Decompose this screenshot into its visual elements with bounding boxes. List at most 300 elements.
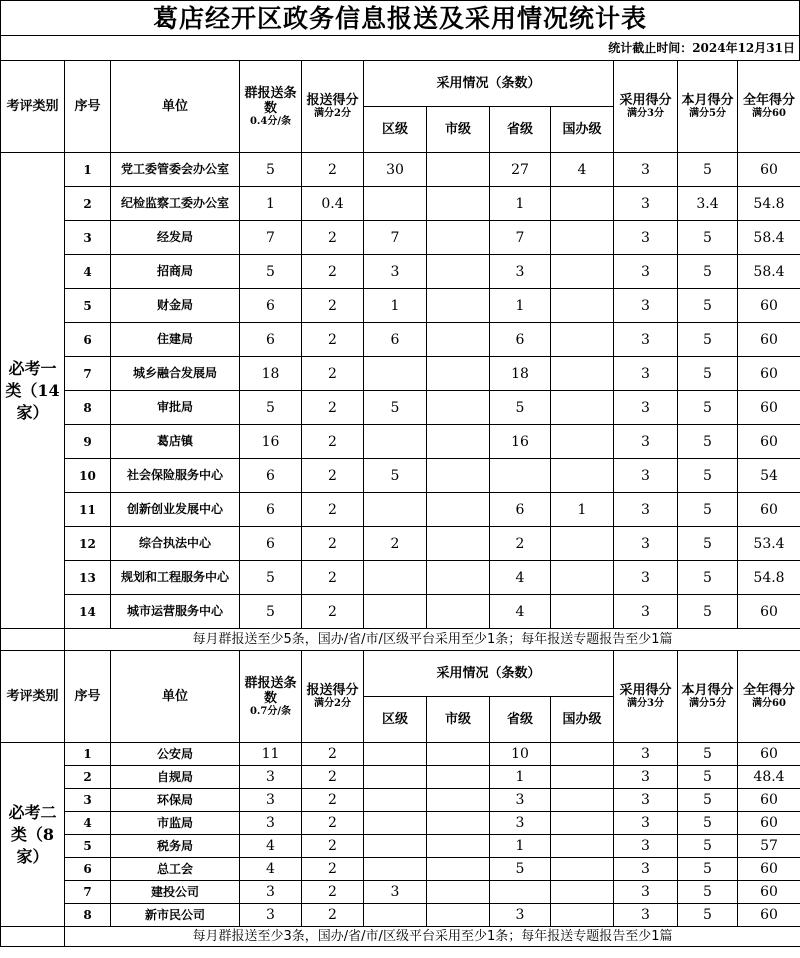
adopt-score: 3 xyxy=(614,153,678,187)
unit-name: 纪检监察工委办公室 xyxy=(111,187,240,221)
state-count xyxy=(551,766,614,789)
table-row xyxy=(1,493,800,527)
year-score: 57 xyxy=(738,835,800,858)
header-year-score xyxy=(738,61,800,153)
district-count xyxy=(364,858,427,881)
adopt-score: 3 xyxy=(614,289,678,323)
row-no: 13 xyxy=(65,561,111,595)
adopt-score: 3 xyxy=(614,789,678,812)
district-count xyxy=(364,561,427,595)
state-count xyxy=(551,357,614,391)
state-count xyxy=(551,459,614,493)
header-month-sub: 满分5分 xyxy=(689,108,726,119)
group-count: 4 xyxy=(240,835,302,858)
table-row xyxy=(1,812,800,835)
note-row xyxy=(1,629,800,651)
table-row xyxy=(1,255,800,289)
province-count: 5 xyxy=(490,391,551,425)
state-count xyxy=(551,289,614,323)
header-group-count xyxy=(240,651,302,743)
row-no: 4 xyxy=(65,255,111,289)
district-count xyxy=(364,357,427,391)
table-row xyxy=(1,835,800,858)
unit-name: 招商局 xyxy=(111,255,240,289)
row-no: 6 xyxy=(65,858,111,881)
month-score: 5 xyxy=(678,527,738,561)
province-count: 6 xyxy=(490,493,551,527)
city-count xyxy=(427,153,490,187)
row-no: 12 xyxy=(65,527,111,561)
table-row xyxy=(1,323,800,357)
state-count: 1 xyxy=(551,493,614,527)
table-row xyxy=(1,789,800,812)
table-row xyxy=(1,561,800,595)
district-count: 6 xyxy=(364,323,427,357)
state-count xyxy=(551,187,614,221)
group-count: 5 xyxy=(240,255,302,289)
header-category: 考评类别 xyxy=(1,61,65,153)
group-count: 3 xyxy=(240,881,302,904)
district-count: 3 xyxy=(364,881,427,904)
header-city: 市级 xyxy=(427,107,490,153)
district-count xyxy=(364,835,427,858)
header-adoptscore-main: 采用得分 xyxy=(619,93,672,108)
year-score: 60 xyxy=(738,153,800,187)
city-count xyxy=(427,527,490,561)
row-no: 7 xyxy=(65,881,111,904)
state-count xyxy=(551,858,614,881)
city-count xyxy=(427,812,490,835)
header-report-score xyxy=(302,61,364,153)
state-count xyxy=(551,743,614,766)
header-state: 国办级 xyxy=(551,107,614,153)
table-row xyxy=(1,595,800,629)
adopt-score: 3 xyxy=(614,459,678,493)
report-score: 2 xyxy=(302,595,364,629)
row-no: 11 xyxy=(65,493,111,527)
province-count: 10 xyxy=(490,743,551,766)
row-no: 9 xyxy=(65,425,111,459)
group-count: 6 xyxy=(240,459,302,493)
province-count xyxy=(490,459,551,493)
city-count xyxy=(427,766,490,789)
report-score: 2 xyxy=(302,153,364,187)
city-count xyxy=(427,904,490,927)
state-count xyxy=(551,835,614,858)
unit-name: 党工委管委会办公室 xyxy=(111,153,240,187)
province-count: 4 xyxy=(490,561,551,595)
group-count: 1 xyxy=(240,187,302,221)
header-adoptscore-main: 采用得分 xyxy=(619,683,672,698)
province-count: 1 xyxy=(490,766,551,789)
report-score: 2 xyxy=(302,357,364,391)
month-score: 5 xyxy=(678,391,738,425)
header-state: 国办级 xyxy=(551,697,614,743)
table-row xyxy=(1,743,800,766)
year-score: 54.8 xyxy=(738,561,800,595)
unit-name: 葛店镇 xyxy=(111,425,240,459)
unit-name: 建投公司 xyxy=(111,881,240,904)
report-score: 2 xyxy=(302,789,364,812)
note-row xyxy=(1,927,800,947)
header-group-count xyxy=(240,61,302,153)
table-row xyxy=(1,289,800,323)
state-count xyxy=(551,881,614,904)
state-count xyxy=(551,425,614,459)
section1-note: 每月群报送至少5条，国办/省/市/区级平台采用至少1条；每年报送专题报告至少1篇 xyxy=(65,629,800,651)
city-count xyxy=(427,493,490,527)
header-report-main: 报送得分 xyxy=(306,93,359,108)
header-no: 序号 xyxy=(65,61,111,153)
report-score: 2 xyxy=(302,561,364,595)
table-row xyxy=(1,766,800,789)
district-count xyxy=(364,789,427,812)
state-count xyxy=(551,391,614,425)
report-score: 2 xyxy=(302,459,364,493)
city-count xyxy=(427,187,490,221)
state-count xyxy=(551,595,614,629)
month-score: 5 xyxy=(678,459,738,493)
adopt-score: 3 xyxy=(614,187,678,221)
unit-name: 税务局 xyxy=(111,835,240,858)
month-score: 5 xyxy=(678,835,738,858)
year-score: 60 xyxy=(738,904,800,927)
table-row xyxy=(1,153,800,187)
adopt-score: 3 xyxy=(614,812,678,835)
city-count xyxy=(427,835,490,858)
group-count: 3 xyxy=(240,904,302,927)
row-no: 3 xyxy=(65,221,111,255)
header-province: 省级 xyxy=(490,107,551,153)
year-score: 60 xyxy=(738,812,800,835)
year-score: 60 xyxy=(738,595,800,629)
city-count xyxy=(427,459,490,493)
report-score: 2 xyxy=(302,766,364,789)
group-count: 11 xyxy=(240,743,302,766)
province-count: 4 xyxy=(490,595,551,629)
state-count xyxy=(551,561,614,595)
table-row xyxy=(1,881,800,904)
province-count: 3 xyxy=(490,812,551,835)
section2-header-row xyxy=(1,651,800,697)
header-month-main: 本月得分 xyxy=(681,683,734,698)
unit-name: 综合执法中心 xyxy=(111,527,240,561)
district-count xyxy=(364,812,427,835)
table-row xyxy=(1,527,800,561)
state-count xyxy=(551,255,614,289)
header-month-main: 本月得分 xyxy=(681,93,734,108)
province-count: 3 xyxy=(490,789,551,812)
table-row xyxy=(1,904,800,927)
header-adopt: 采用情况（条数） xyxy=(364,651,614,697)
state-count: 4 xyxy=(551,153,614,187)
group-count: 5 xyxy=(240,391,302,425)
city-count xyxy=(427,595,490,629)
adopt-score: 3 xyxy=(614,357,678,391)
district-count xyxy=(364,766,427,789)
year-score: 53.4 xyxy=(738,527,800,561)
adopt-score: 3 xyxy=(614,323,678,357)
adopt-score: 3 xyxy=(614,766,678,789)
district-count xyxy=(364,493,427,527)
report-score: 2 xyxy=(302,289,364,323)
district-count: 5 xyxy=(364,391,427,425)
province-count xyxy=(490,881,551,904)
unit-name: 城市运营服务中心 xyxy=(111,595,240,629)
header-adoptscore-sub: 满分3分 xyxy=(627,698,664,709)
adopt-score: 3 xyxy=(614,561,678,595)
group-count: 16 xyxy=(240,425,302,459)
city-count xyxy=(427,357,490,391)
header-report-sub: 满分2分 xyxy=(314,108,351,119)
unit-name: 总工会 xyxy=(111,858,240,881)
header-city: 市级 xyxy=(427,697,490,743)
report-score: 2 xyxy=(302,835,364,858)
province-count: 27 xyxy=(490,153,551,187)
year-score: 60 xyxy=(738,289,800,323)
state-count xyxy=(551,221,614,255)
group-count: 3 xyxy=(240,766,302,789)
city-count xyxy=(427,255,490,289)
city-count xyxy=(427,789,490,812)
row-no: 14 xyxy=(65,595,111,629)
header-category: 考评类别 xyxy=(1,651,65,743)
state-count xyxy=(551,527,614,561)
group-count: 6 xyxy=(240,527,302,561)
report-score: 2 xyxy=(302,858,364,881)
header-year-sub: 满分60 xyxy=(752,698,786,709)
adopt-score: 3 xyxy=(614,493,678,527)
report-score: 2 xyxy=(302,493,364,527)
month-score: 5 xyxy=(678,561,738,595)
district-count xyxy=(364,904,427,927)
year-score: 58.4 xyxy=(738,255,800,289)
city-count xyxy=(427,561,490,595)
header-no: 序号 xyxy=(65,651,111,743)
report-score: 2 xyxy=(302,391,364,425)
unit-name: 自规局 xyxy=(111,766,240,789)
year-score: 60 xyxy=(738,789,800,812)
year-score: 60 xyxy=(738,493,800,527)
month-score: 5 xyxy=(678,789,738,812)
province-count: 3 xyxy=(490,904,551,927)
note-spacer xyxy=(1,629,65,651)
unit-name: 城乡融合发展局 xyxy=(111,357,240,391)
year-score: 60 xyxy=(738,425,800,459)
district-count xyxy=(364,595,427,629)
report-score: 2 xyxy=(302,743,364,766)
header-month-score xyxy=(678,61,738,153)
row-no: 3 xyxy=(65,789,111,812)
adopt-score: 3 xyxy=(614,527,678,561)
group-count: 5 xyxy=(240,153,302,187)
year-score: 60 xyxy=(738,391,800,425)
district-count: 30 xyxy=(364,153,427,187)
city-count xyxy=(427,743,490,766)
table-row xyxy=(1,459,800,493)
province-count: 6 xyxy=(490,323,551,357)
row-no: 7 xyxy=(65,357,111,391)
province-count: 1 xyxy=(490,187,551,221)
month-score: 3.4 xyxy=(678,187,738,221)
province-count: 2 xyxy=(490,527,551,561)
month-score: 5 xyxy=(678,904,738,927)
header-adopt: 采用情况（条数） xyxy=(364,61,614,107)
adopt-score: 3 xyxy=(614,595,678,629)
province-count: 1 xyxy=(490,289,551,323)
table-row xyxy=(1,425,800,459)
row-no: 2 xyxy=(65,766,111,789)
group-count: 18 xyxy=(240,357,302,391)
header-adopt-score xyxy=(614,651,678,743)
unit-name: 创新创业发展中心 xyxy=(111,493,240,527)
table-row xyxy=(1,187,800,221)
unit-name: 公安局 xyxy=(111,743,240,766)
month-score: 5 xyxy=(678,812,738,835)
year-score: 60 xyxy=(738,881,800,904)
unit-name: 财金局 xyxy=(111,289,240,323)
report-score: 2 xyxy=(302,323,364,357)
header-year-sub: 满分60 xyxy=(752,108,786,119)
header-district: 区级 xyxy=(364,697,427,743)
district-count: 7 xyxy=(364,221,427,255)
province-count: 16 xyxy=(490,425,551,459)
header-year-main: 全年得分 xyxy=(743,93,796,108)
table-row xyxy=(1,221,800,255)
province-count: 1 xyxy=(490,835,551,858)
state-count xyxy=(551,812,614,835)
header-month-score xyxy=(678,651,738,743)
report-score: 2 xyxy=(302,527,364,561)
province-count: 18 xyxy=(490,357,551,391)
row-no: 8 xyxy=(65,904,111,927)
row-no: 8 xyxy=(65,391,111,425)
row-no: 4 xyxy=(65,812,111,835)
group-count: 3 xyxy=(240,789,302,812)
stats-table xyxy=(0,60,800,947)
header-year-score xyxy=(738,651,800,743)
province-count: 7 xyxy=(490,221,551,255)
report-score: 2 xyxy=(302,904,364,927)
adopt-score: 3 xyxy=(614,904,678,927)
header-report-main: 报送得分 xyxy=(306,683,359,698)
unit-name: 新市民公司 xyxy=(111,904,240,927)
section2-note: 每月群报送至少3条，国办/省/市/区级平台采用至少1条；每年报送专题报告至少1篇 xyxy=(65,927,800,947)
row-no: 5 xyxy=(65,835,111,858)
district-count: 2 xyxy=(364,527,427,561)
city-count xyxy=(427,289,490,323)
table-row xyxy=(1,391,800,425)
month-score: 5 xyxy=(678,881,738,904)
province-count: 5 xyxy=(490,858,551,881)
row-no: 1 xyxy=(65,153,111,187)
header-group-main: 群报送条数 xyxy=(244,85,297,116)
report-score: 2 xyxy=(302,221,364,255)
header-group-sub: 0.7分/条 xyxy=(249,705,292,717)
unit-name: 规划和工程服务中心 xyxy=(111,561,240,595)
report-score: 2 xyxy=(302,255,364,289)
month-score: 5 xyxy=(678,493,738,527)
header-adopt-score xyxy=(614,61,678,153)
state-count xyxy=(551,789,614,812)
header-district: 区级 xyxy=(364,107,427,153)
province-count: 3 xyxy=(490,255,551,289)
table-row xyxy=(1,357,800,391)
month-score: 5 xyxy=(678,858,738,881)
header-month-sub: 满分5分 xyxy=(689,698,726,709)
adopt-score: 3 xyxy=(614,255,678,289)
month-score: 5 xyxy=(678,323,738,357)
adopt-score: 3 xyxy=(614,835,678,858)
district-count xyxy=(364,743,427,766)
month-score: 5 xyxy=(678,153,738,187)
group-count: 6 xyxy=(240,493,302,527)
unit-name: 审批局 xyxy=(111,391,240,425)
month-score: 5 xyxy=(678,425,738,459)
district-count: 5 xyxy=(364,459,427,493)
unit-name: 经发局 xyxy=(111,221,240,255)
district-count xyxy=(364,425,427,459)
group-count: 5 xyxy=(240,595,302,629)
header-adoptscore-sub: 满分3分 xyxy=(627,108,664,119)
row-no: 5 xyxy=(65,289,111,323)
year-score: 60 xyxy=(738,323,800,357)
header-unit: 单位 xyxy=(111,61,240,153)
month-score: 5 xyxy=(678,595,738,629)
unit-name: 社会保险服务中心 xyxy=(111,459,240,493)
header-report-score xyxy=(302,651,364,743)
report-score: 2 xyxy=(302,881,364,904)
adopt-score: 3 xyxy=(614,221,678,255)
month-score: 5 xyxy=(678,289,738,323)
group-count: 6 xyxy=(240,323,302,357)
city-count xyxy=(427,425,490,459)
section1-header-row xyxy=(1,61,800,107)
group-count: 4 xyxy=(240,858,302,881)
unit-name: 住建局 xyxy=(111,323,240,357)
adopt-score: 3 xyxy=(614,858,678,881)
year-score: 58.4 xyxy=(738,221,800,255)
note-spacer xyxy=(1,927,65,947)
year-score: 60 xyxy=(738,357,800,391)
header-group-sub: 0.4分/条 xyxy=(249,115,292,127)
year-score: 54.8 xyxy=(738,187,800,221)
year-score: 48.4 xyxy=(738,766,800,789)
row-no: 2 xyxy=(65,187,111,221)
report-score: 2 xyxy=(302,425,364,459)
header-report-sub: 满分2分 xyxy=(314,698,351,709)
year-score: 60 xyxy=(738,858,800,881)
city-count xyxy=(427,858,490,881)
month-score: 5 xyxy=(678,357,738,391)
header-province: 省级 xyxy=(490,697,551,743)
row-no: 10 xyxy=(65,459,111,493)
month-score: 5 xyxy=(678,743,738,766)
state-count xyxy=(551,904,614,927)
city-count xyxy=(427,221,490,255)
group-count: 7 xyxy=(240,221,302,255)
city-count xyxy=(427,323,490,357)
adopt-score: 3 xyxy=(614,881,678,904)
district-count: 1 xyxy=(364,289,427,323)
report-score: 2 xyxy=(302,812,364,835)
group-count: 6 xyxy=(240,289,302,323)
adopt-score: 3 xyxy=(614,743,678,766)
deadline-text: 统计截止时间：2024年12月31日 xyxy=(0,36,800,60)
unit-name: 环保局 xyxy=(111,789,240,812)
month-score: 5 xyxy=(678,221,738,255)
adopt-score: 3 xyxy=(614,425,678,459)
